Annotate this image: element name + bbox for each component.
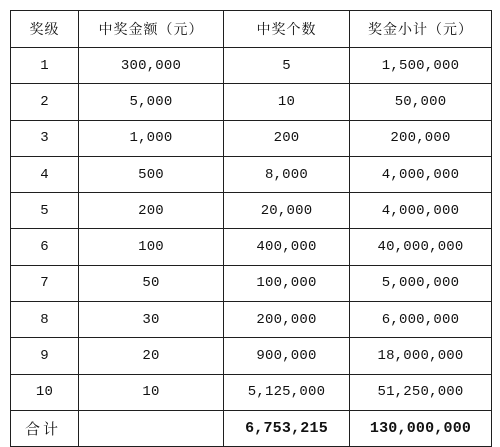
table-row [11,302,492,338]
winner-count-cell: 200 [224,120,350,156]
winner-count-cell: 100,000 [224,265,350,301]
prize-amount-cell: 50 [79,265,224,301]
winner-count-cell: 8,000 [224,156,350,192]
total-count: 6,753,215 [224,410,350,446]
prize-level-cell: 8 [11,302,79,338]
table-body [11,48,492,411]
winner-count-cell: 400,000 [224,229,350,265]
header-prize-amount: 中奖金额（元） [79,11,224,48]
prize-level-cell: 2 [11,84,79,120]
table-row [11,374,492,410]
table-row [11,265,492,301]
subtotal-cell: 40,000,000 [350,229,492,265]
table-row [11,48,492,84]
prize-level-cell: 6 [11,229,79,265]
prize-amount-cell: 500 [79,156,224,192]
subtotal-cell: 51,250,000 [350,374,492,410]
subtotal-cell: 4,000,000 [350,156,492,192]
subtotal-cell: 4,000,000 [350,193,492,229]
table-row [11,120,492,156]
subtotal-cell: 5,000,000 [350,265,492,301]
table-row [11,84,492,120]
winner-count-cell: 5,125,000 [224,374,350,410]
prize-level-cell: 9 [11,338,79,374]
table-row [11,229,492,265]
winner-count-cell: 20,000 [224,193,350,229]
prize-amount-cell: 300,000 [79,48,224,84]
prize-level-cell: 5 [11,193,79,229]
winner-count-cell: 10 [224,84,350,120]
subtotal-cell: 6,000,000 [350,302,492,338]
prize-level-cell: 3 [11,120,79,156]
prize-level-cell: 7 [11,265,79,301]
prize-amount-cell: 20 [79,338,224,374]
header-winner-count: 中奖个数 [224,11,350,48]
total-row [11,410,492,446]
table-row [11,156,492,192]
total-subtotal: 130,000,000 [350,410,492,446]
prize-amount-cell: 100 [79,229,224,265]
prize-amount-cell: 30 [79,302,224,338]
header-prize-level: 奖级 [11,11,79,48]
winner-count-cell: 5 [224,48,350,84]
total-label: 合计 [11,410,79,446]
prize-level-cell: 10 [11,374,79,410]
prize-amount-cell: 5,000 [79,84,224,120]
prize-level-cell: 4 [11,156,79,192]
prize-amount-cell: 200 [79,193,224,229]
prize-amount-cell: 10 [79,374,224,410]
subtotal-cell: 1,500,000 [350,48,492,84]
winner-count-cell: 900,000 [224,338,350,374]
table-row [11,193,492,229]
header-row [11,11,492,48]
prize-level-cell: 1 [11,48,79,84]
total-amount [79,410,224,446]
prize-amount-cell: 1,000 [79,120,224,156]
subtotal-cell: 18,000,000 [350,338,492,374]
header-subtotal: 奖金小计（元） [350,11,492,48]
winner-count-cell: 200,000 [224,302,350,338]
prize-table [10,10,492,447]
table-row [11,338,492,374]
subtotal-cell: 200,000 [350,120,492,156]
subtotal-cell: 50,000 [350,84,492,120]
